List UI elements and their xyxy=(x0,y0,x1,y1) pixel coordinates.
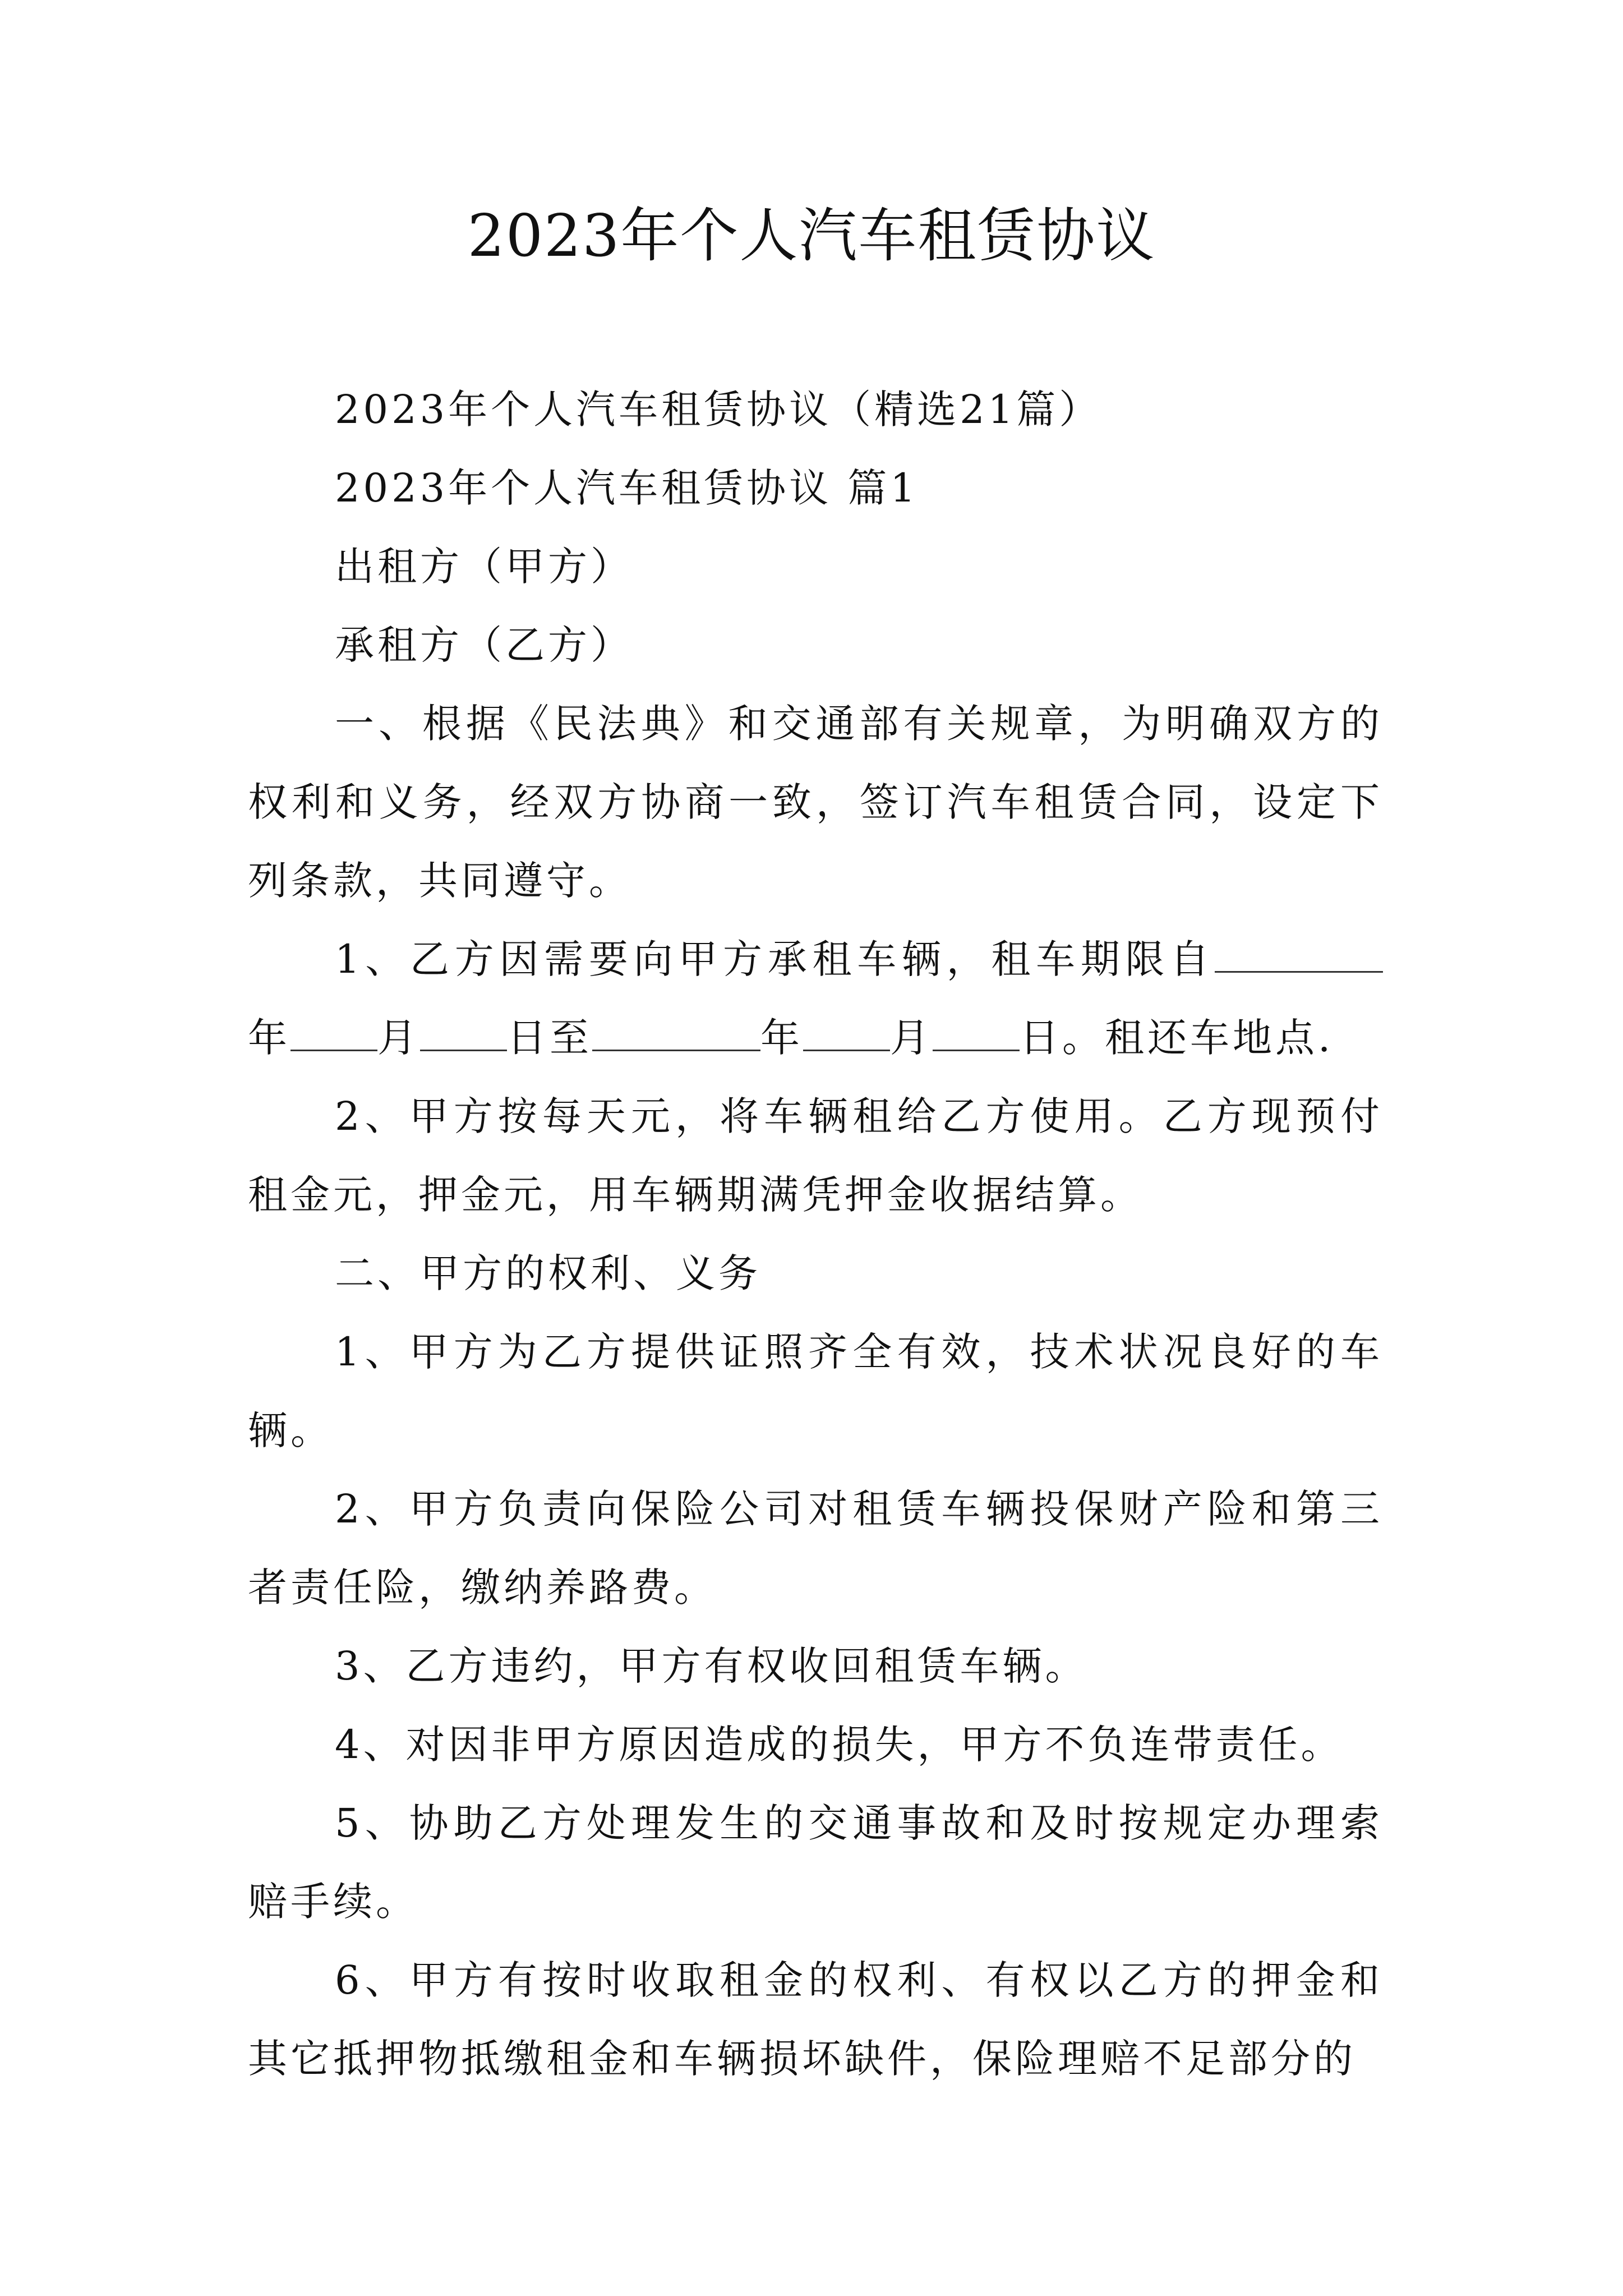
day-to-label: 日至 xyxy=(507,1015,592,1061)
paragraph-lessor-item-1: 1、甲方为乙方提供证照齐全有效，技术状况良好的车辆。 xyxy=(248,1329,1383,1453)
paragraph-clause-1: 一、根据《民法典》和交通部有关规章，为明确双方的权利和义务，经双方协商一致，签订汽车租赁合同，设定下列条款，共同遵守。 xyxy=(248,701,1383,904)
paragraph-rent-payment: 2、甲方按每天元，将车辆租给乙方使用。乙方现预付租金元，押金元，用车辆期满凭押金收据结算。 xyxy=(248,1093,1383,1218)
blank-end-year xyxy=(592,1016,760,1051)
document-title: 2023年个人汽车租赁协议 xyxy=(467,201,1156,270)
month-label: 月 xyxy=(377,1015,420,1061)
paragraph-lessor: 出租方（甲方） xyxy=(335,544,633,590)
document-body xyxy=(248,370,1383,2098)
month-label: 月 xyxy=(890,1015,933,1061)
year-label: 年 xyxy=(760,1015,803,1061)
paragraph-lessor-rights-heading: 二、甲方的权利、义务 xyxy=(335,1250,761,1296)
paragraph-lessee: 承租方（乙方） xyxy=(335,622,633,668)
year-label: 年 xyxy=(248,1015,291,1061)
paragraph-lessor-item-5: 5、协助乙方处理发生的交通事故和及时按规定办理索赔手续。 xyxy=(248,1800,1383,1925)
blank-end-month xyxy=(803,1016,890,1051)
paragraph-subtitle: 2023年个人汽车租赁协议（精选21篇） xyxy=(335,386,1102,432)
blank-end-day xyxy=(933,1016,1020,1051)
paragraph-rental-period xyxy=(248,920,1383,1077)
paragraph-lessor-item-2: 2、甲方负责向保险公司对租赁车辆投保财产险和第三者责任险，缴纳养路费。 xyxy=(248,1486,1383,1611)
rental-period-text: 1、乙方因需要向甲方承租车辆，租车期限自 xyxy=(335,936,1215,982)
paragraph-lessor-item-6: 6、甲方有按时收取租金的权利、有权以乙方的押金和其它抵押物抵缴租金和车辆损坏缺件，保险理赔不足部分的 xyxy=(248,1957,1383,2082)
blank-start-month xyxy=(291,1016,377,1051)
paragraph-lessor-item-3: 3、乙方违约，甲方有权收回租赁车辆。 xyxy=(335,1643,1088,1689)
paragraph-section-heading: 2023年个人汽车租赁协议 篇1 xyxy=(335,465,919,511)
return-location-text: 日。租还车地点. xyxy=(1020,1015,1334,1061)
blank-start-day xyxy=(420,1016,507,1051)
blank-start-year xyxy=(1215,937,1383,973)
paragraph-lessor-item-4: 4、对因非甲方原因造成的损失，甲方不负连带责任。 xyxy=(335,1722,1344,1768)
